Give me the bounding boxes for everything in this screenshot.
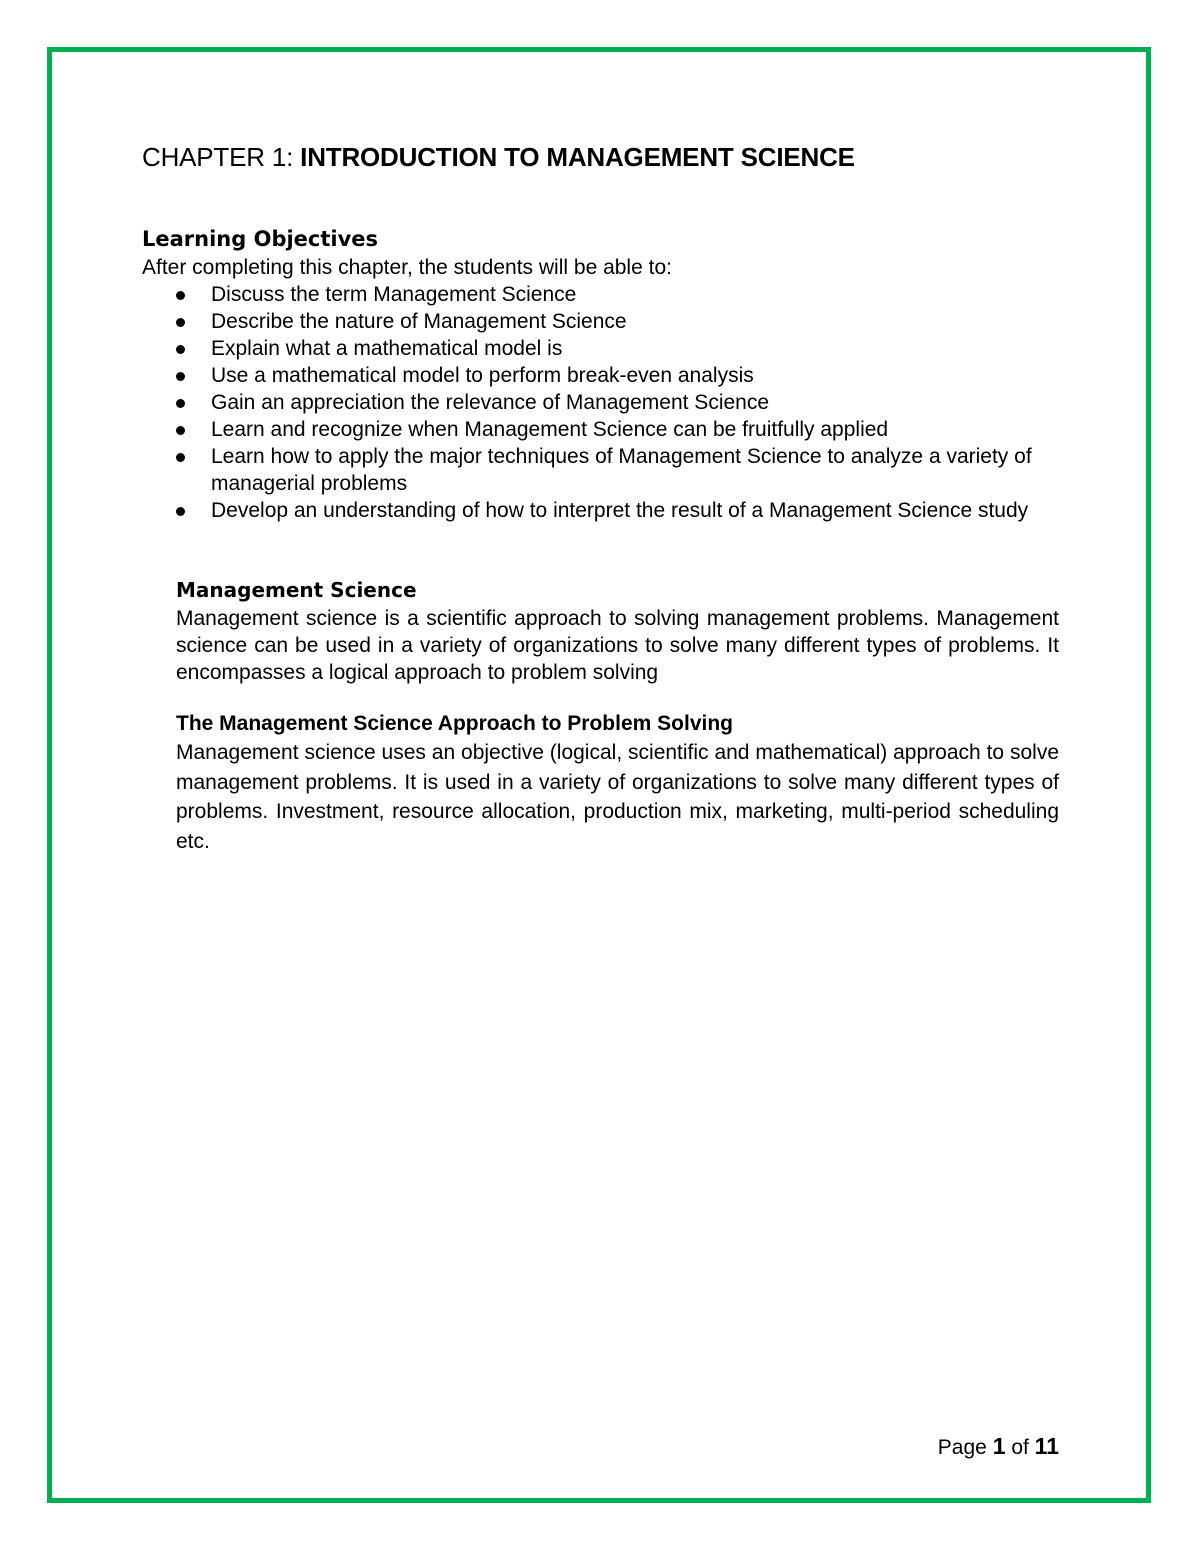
section-approach [176, 710, 1059, 856]
list-item-text: Use a mathematical model to perform break-even analysis [211, 364, 754, 387]
bullet-icon [176, 291, 185, 300]
list-item-text: Explain what a mathematical model is [211, 337, 563, 360]
bullet-icon [176, 507, 185, 516]
bullet-icon [176, 426, 185, 435]
bullet-icon [176, 318, 185, 327]
list-item [142, 443, 1041, 497]
section-body: Management science uses an objective (logical, scientific and mathematical) approach to solve management problems. It is used in a variety of organizations to solve many different types of problems. Investment, resource allocation, production mix, marketing, multi-period scheduling etc. [176, 741, 1059, 853]
section-management-science [176, 576, 1059, 686]
list-item [142, 281, 1041, 308]
list-item [142, 497, 1041, 524]
list-item-text: Learn how to apply the major techniques of Management Science to analyze a variety of managerial problems [211, 445, 1032, 495]
list-item [142, 389, 1041, 416]
list-item [142, 335, 1041, 362]
section-body: Management science is a scientific approach to solving management problems. Management science can be used in a variety of organizations to solve many different types of problems. It encompasses a logical approach to problem solving [176, 607, 1059, 684]
page-number: 1 [992, 1433, 1006, 1459]
list-item-text: Develop an understanding of how to interpret the result of a Management Science study [211, 499, 1029, 522]
list-item-text: Describe the nature of Management Science [211, 310, 627, 333]
objectives-heading: Learning Objectives [142, 227, 379, 251]
list-item [142, 416, 1041, 443]
list-item [142, 362, 1041, 389]
section-heading: Management Science [176, 578, 417, 602]
page-label: Page [937, 1436, 993, 1459]
list-item-text: Gain an appreciation the relevance of Management Science [211, 391, 770, 414]
learning-objectives [142, 224, 1060, 524]
of-label: of [1005, 1436, 1035, 1459]
page-content [142, 138, 1060, 856]
page-footer [938, 1431, 1059, 1463]
chapter-title-main: INTRODUCTION TO MANAGEMENT SCIENCE [300, 142, 855, 172]
chapter-title [142, 138, 1060, 176]
objectives-list [142, 281, 1060, 524]
objectives-intro: After completing this chapter, the students will be able to: [142, 256, 672, 279]
list-item [142, 308, 1041, 335]
bullet-icon [176, 399, 185, 408]
section-heading: The Management Science Approach to Problem Solving [176, 712, 733, 735]
list-item-text: Discuss the term Management Science [211, 283, 577, 306]
bullet-icon [176, 372, 185, 381]
bullet-icon [176, 345, 185, 354]
total-pages: 11 [1034, 1433, 1059, 1459]
list-item-text: Learn and recognize when Management Science can be fruitfully applied [211, 418, 889, 441]
bullet-icon [176, 453, 185, 462]
chapter-prefix: CHAPTER 1: [142, 142, 301, 172]
